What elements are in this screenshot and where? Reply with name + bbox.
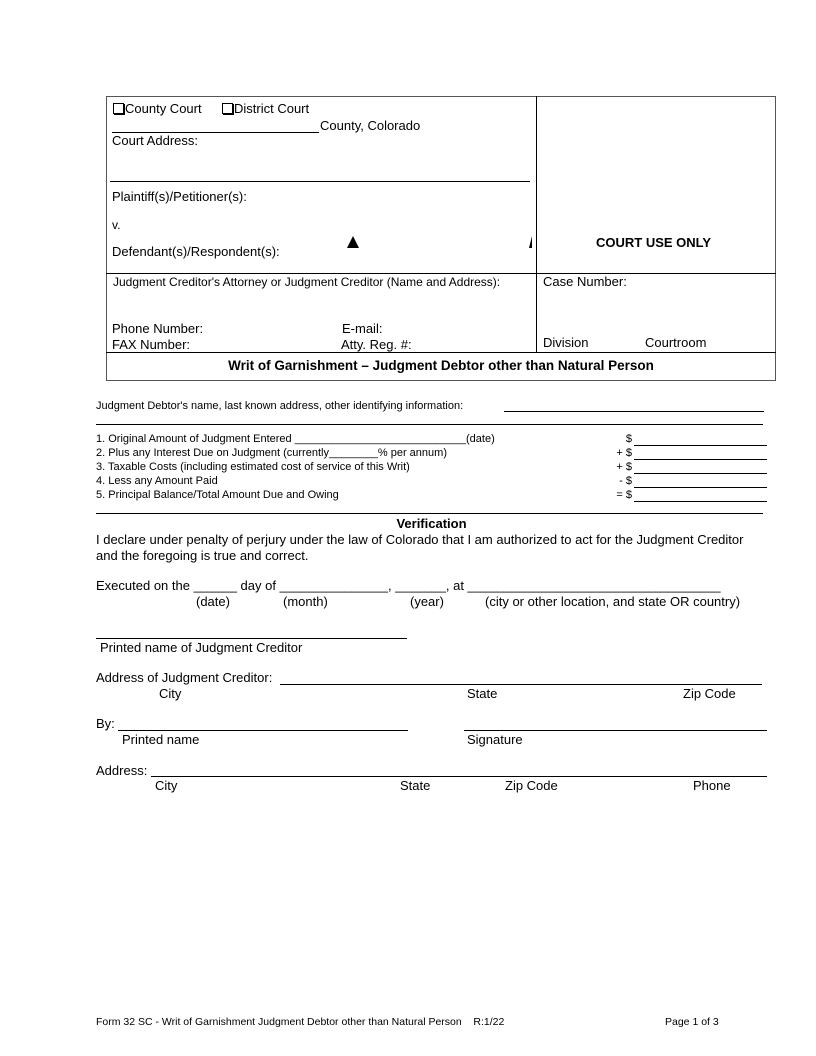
- email-label: E-mail:: [342, 321, 383, 336]
- court-address-label: Court Address:: [112, 133, 198, 148]
- county-court-checkbox[interactable]: [113, 103, 124, 114]
- amount-row-4-text: 4. Less any Amount Paid: [96, 475, 218, 487]
- date-label: (date): [196, 594, 230, 609]
- debtor-info-label: Judgment Debtor's name, last known address, other identifying information:: [96, 400, 464, 412]
- amount-row-3-text: 3. Taxable Costs (including estimated cost of service of this Writ): [96, 461, 410, 473]
- by-address-line[interactable]: [151, 776, 767, 777]
- amount-row-3-sign: + $: [616, 461, 632, 473]
- debtor-info-line-2[interactable]: [96, 424, 763, 425]
- amount-row-1-field[interactable]: [634, 445, 767, 446]
- verification-line-1: I declare under penalty of perjury under the law of Colorado that I am authorized to act for the Judgment Creditor: [96, 532, 744, 547]
- attorney-label: Judgment Creditor's Attorney or Judgment Creditor (Name and Address):: [113, 275, 501, 289]
- creditor-printed-name-label: Printed name of Judgment Creditor: [100, 640, 303, 655]
- district-court-label: District Court: [234, 101, 310, 116]
- amount-row-2-sign: + $: [616, 447, 632, 459]
- verification-heading: Verification: [396, 516, 467, 531]
- month-label: (month): [283, 594, 328, 609]
- section-divider: [96, 513, 763, 514]
- courtroom-label: Courtroom: [645, 335, 707, 350]
- by-label: By:: [96, 716, 115, 731]
- signature-line[interactable]: [464, 730, 767, 731]
- debtor-info-line[interactable]: [504, 411, 764, 412]
- year-label: (year): [410, 594, 444, 609]
- creditor-zip-label: Zip Code: [683, 686, 736, 701]
- plaintiff-label: Plaintiff(s)/Petitioner(s):: [112, 189, 247, 204]
- amount-row-4-field[interactable]: [634, 487, 767, 488]
- form-title: Writ of Garnishment – Judgment Debtor other than Natural Person: [228, 358, 654, 373]
- amount-row-5-text: 5. Principal Balance/Total Amount Due and Owing: [96, 489, 339, 501]
- case-number-label: Case Number:: [543, 274, 627, 289]
- by-printed-name-label: Printed name: [122, 732, 200, 747]
- creditor-state-label: State: [467, 686, 498, 701]
- county-court-option[interactable]: [113, 101, 202, 116]
- caption-divider: [536, 96, 537, 353]
- court-use-only-label: COURT USE ONLY: [596, 235, 712, 250]
- division-label: Division: [543, 335, 589, 350]
- footer-form-id: Form 32 SC - Writ of Garnishment Judgment Debtor other than Natural Person R:1/22: [96, 1016, 505, 1028]
- creditor-address-line[interactable]: [280, 684, 762, 685]
- location-label: (city or other location, and state OR country): [485, 594, 741, 609]
- triangle-icon: [529, 236, 532, 248]
- by-zip-label: Zip Code: [505, 778, 558, 793]
- triangle-icon: [347, 236, 359, 248]
- county-court-label: County Court: [125, 101, 202, 116]
- district-court-checkbox[interactable]: [222, 103, 233, 114]
- creditor-name-line[interactable]: [96, 638, 407, 639]
- amount-row-2-text: 2. Plus any Interest Due on Judgment (currently________% per annum): [96, 447, 447, 459]
- signature-label: Signature: [467, 732, 523, 747]
- executed-line[interactable]: Executed on the ______ day of _______________, _______, at ___________________________________: [96, 578, 721, 593]
- amount-row-1-sign: $: [625, 433, 632, 445]
- atty-reg-label: Atty. Reg. #:: [341, 337, 412, 352]
- district-court-option[interactable]: [222, 101, 309, 116]
- defendant-label: Defendant(s)/Respondent(s):: [112, 244, 280, 259]
- creditor-city-label: City: [159, 686, 182, 701]
- county-colorado-label: County, Colorado: [320, 118, 421, 133]
- amount-row-5-sign: = $: [616, 489, 632, 501]
- caption-title-divider: [106, 352, 776, 353]
- amount-row-1-text: 1. Original Amount of Judgment Entered ____________________________(date): [96, 433, 495, 445]
- versus-label: v.: [112, 218, 121, 232]
- by-address-label: Address:: [96, 763, 148, 778]
- amount-row-2-field[interactable]: [634, 459, 767, 460]
- verification-line-2: and the foregoing is true and correct.: [96, 548, 309, 563]
- caption-row-divider: [106, 273, 776, 274]
- fax-number-label: FAX Number:: [112, 337, 191, 352]
- court-address-line[interactable]: [110, 181, 530, 182]
- phone-number-label: Phone Number:: [112, 321, 204, 336]
- by-name-line[interactable]: [118, 730, 408, 731]
- by-state-label: State: [400, 778, 431, 793]
- amount-row-3-field[interactable]: [634, 473, 767, 474]
- amount-row-5-field[interactable]: [634, 501, 767, 502]
- creditor-address-label: Address of Judgment Creditor:: [96, 670, 273, 685]
- by-city-label: City: [155, 778, 178, 793]
- by-phone-label: Phone: [693, 778, 731, 793]
- amount-row-4-sign: - $: [619, 475, 632, 487]
- footer-page-number: Page 1 of 3: [665, 1016, 719, 1028]
